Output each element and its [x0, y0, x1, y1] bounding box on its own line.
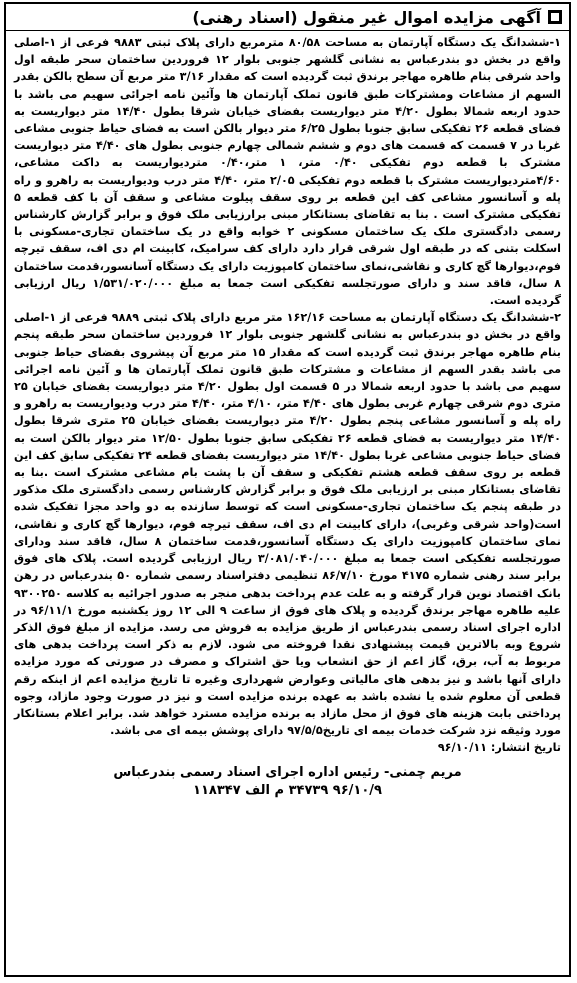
square-bullet-icon [547, 9, 563, 25]
notice-title: آگهی مزایده اموال غیر منقول (اسناد رهنی) [192, 7, 541, 27]
signature: مریم چمنی- رئیس اداره اجرای اسناد رسمی بندرعباس [113, 764, 462, 780]
reference-line: ۹۶/۱۰/۹ ۳۴۷۳۹ م الف ۱۱۸۳۴۷ [193, 782, 382, 798]
notice-body [6, 31, 569, 799]
paragraph-2: ۲-ششدانگ یک دستگاه آپارتمان به مساحت ۱۶۲/۱۶ متر مربع دارای پلاک ثبتی ۹۸۸۹ فرعی از ۱-اصلی واقع در بخش دو بندرعباس به نشانی گلشهر جنوبی بلوار ۱۲ فروردین ساختمان سحر طبقه پنجم بنام طاهره مهاجر برندق ثبت گردیده است که مقدار ۱۵ متر مربع آن پیشروی بفضای حیاط جنوبی می باشد بقدر السهم از مشاعات و مشترکات طبق قانون تملک آپارتمان ها و آئین نامه اجرائی سهیم می باشد با حدود اربعه شمالا در ۵ قسمت اول بطول ۴/۲۰ متر دیواریست بفضای خیابان ۲۵ متری دوم شرقی چهارم غربی بطول های ۴/۴۰ متر، ۴/۱۰ متر، ۴/۴۰ متر درب ودیواریست به راهرو و راه پله و آسانسور مشاعی پنجم بطول ۴/۲۰ متر دیواریست بفضای خیابان ۲۵ متری شرقا بطول ۱۴/۴۰ متر دیواریست به فضای قطعه ۲۶ تفکیکی سابق جنوبا بطول ۱۲/۵۰ متر دیوار بالکن است به فضای حیاط جنوبی مشاعی غربا بطول ۱۴/۴۰ متر دیواریست بفضای قطعه ۲۴ تفکیکی سابق کف این قطعه بر روی سقف قطعه هشتم تفکیکی و سقف آن با پشت بام مشاعی مشترک است .بنا به تقاضای بستانکار مبنی بر ارزیابی ملک فوق و برابر گزارش کارشناس رسمی دادگستری ملک مذکور در طبقه پنجم یک ساختمان تجاری-مسکونی است که توسط سازنده به دو واحد مجزا تفکیک شده است(واحد شرقی وغربی)، دارای کابینت ام دی اف، سقف تیرچه فوم، دیوارها گچ کاری و نقاشی، نمای ساختمان کامپوزیت دارای یک دستگاه آسانسور،قدمت ساختمان ۸ سال، فاقد سند ودارای صورتجلسه تفکیکی است جمعا به مبلغ ۳/۰۸۱/۰۴۰/۰۰۰ ریال ارزیابی گردیده است. پلاک های فوق برابر سند رهنی شماره ۴۱۷۵ مورخ ۸۶/۷/۱۰ تنظیمی دفتراسناد رسمی شماره ۵۰ بندرعباس در رهن بانک اقتصاد نوین قرار گرفته و به علت عدم پرداخت بدهی منجر به صدور اجرائیه به کلاسه ۹۳۰۰۲۵۰ علیه طاهره مهاجر برندق گردیده و پلاک های فوق از ساعت ۹ الی ۱۲ روز یکشنبه مورخ ۹۶/۱۱/۱ در اداره اجرای اسناد رسمی بندرعباس از طریق مزایده به فروش می رسد. مزایده از مبلغ فوق الذکر شروع وبه بالاترین قیمت پیشنهادی نقدا فروخته می شود. لازم به ذکر است پرداخت بدهی های مربوط به آب، برق، گاز اعم از حق انشعاب ویا حق اشتراک و مصرف در صورتی که مورد مزایده دارای آنها باشد و نیز بدهی های مالیاتی وعوارض شهرداری وغیره تا تاریخ مزایده اعم از اینکه رقم قطعی آن معلوم شده یا نشده باشد به عهده برنده مزایده است و نیز در صورت وجود مازاد، وجوه پرداختی بابت هزینه های فوق از محل مازاد به برنده مزایده مسترد خواهد شد. برابر اعلام بستانکار مورد وثیقه نزد شرکت خدمات بیمه ای تاریخ۹۷/۵/۵ دارای پوشش بیمه ای می باشد. [14, 311, 562, 738]
publish-date: تاریخ انتشار: ۹۶/۱۰/۱۱ [437, 741, 561, 755]
notice-header [6, 4, 569, 31]
notice-frame [4, 2, 571, 977]
paragraph-1: ۱-ششدانگ یک دستگاه آپارتمان به مساحت ۸۰/۵۸ مترمربع دارای پلاک ثبتی ۹۸۸۳ فرعی از ۱-اصلی واقع در بخش دو بندرعباس به نشانی گلشهر جنوبی بلوار ۱۲ فروردین ساختمان سحر طبقه اول واحد شرقی بنام طاهره مهاجر برندق ثبت گردیده است که مقدار ۳/۱۶ متر مربع آن سطح بالکن بقدر السهم از مشاعات ومشترکات طبق قانون تملک آپارتمان ها وآئین نامه اجرائی سهیم می باشد با حدود اربعه شمالا بطول ۴/۲۰ متر دیواریست بفضای خیابان شرقا بطول ۱۴/۴۰ متر دیواریست به فضای قطعه ۲۶ تفکیکی سابق جنوبا بطول ۶/۲۵ متر دیوار بالکن است به فضای حیاط جنوبی مشاعی غربا در ۷ قسمت که قسمت های دوم و ششم شمالی چهارم جنوبی بطول های ۴/۴۰ متر دیواریست مشترک با قطعه دوم تفکیکی ۰/۴۰ متر، ۱ متر،۰/۴۰ متردیواریست به داکت مشاعی، ۴/۶۰متردیواریست مشترک با قطعه دوم تفکیکی ۲/۰۵ متر، ۴/۴۰ متر درب ودیواریست به راهرو و راه پله و آسانسور مشاعی کف این قطعه بر روی سقف پیلوت مشاعی و سقف آن با کف قطعه ۵ تفکیکی مشترک است . بنا به تقاضای بستانکار مبنی برارزیابی ملک فوق و برابر گزارش کارشناس رسمی دادگستری ملک یک ساختمان مسکونی ۲ خوابه واقع در یک ساختمان تجاری-مسکونی با اسکلت بتنی که در طبقه اول شرقی قرار دارد دارای کف سرامیک، کابینت ام دی اف، سقف تیرچه فوم،دیوارها گچ کاری و نقاشی،نمای ساختمان کامپوزیت دارای یک دستگاه آسانسور،قدمت ساختمان ۸ سال، فاقد سند و دارای صورتجلسه تفکیکی است جمعا به مبلغ ۱/۵۳۱/۰۲۰/۰۰۰ ریال ارزیابی گردیده است. [14, 36, 562, 308]
